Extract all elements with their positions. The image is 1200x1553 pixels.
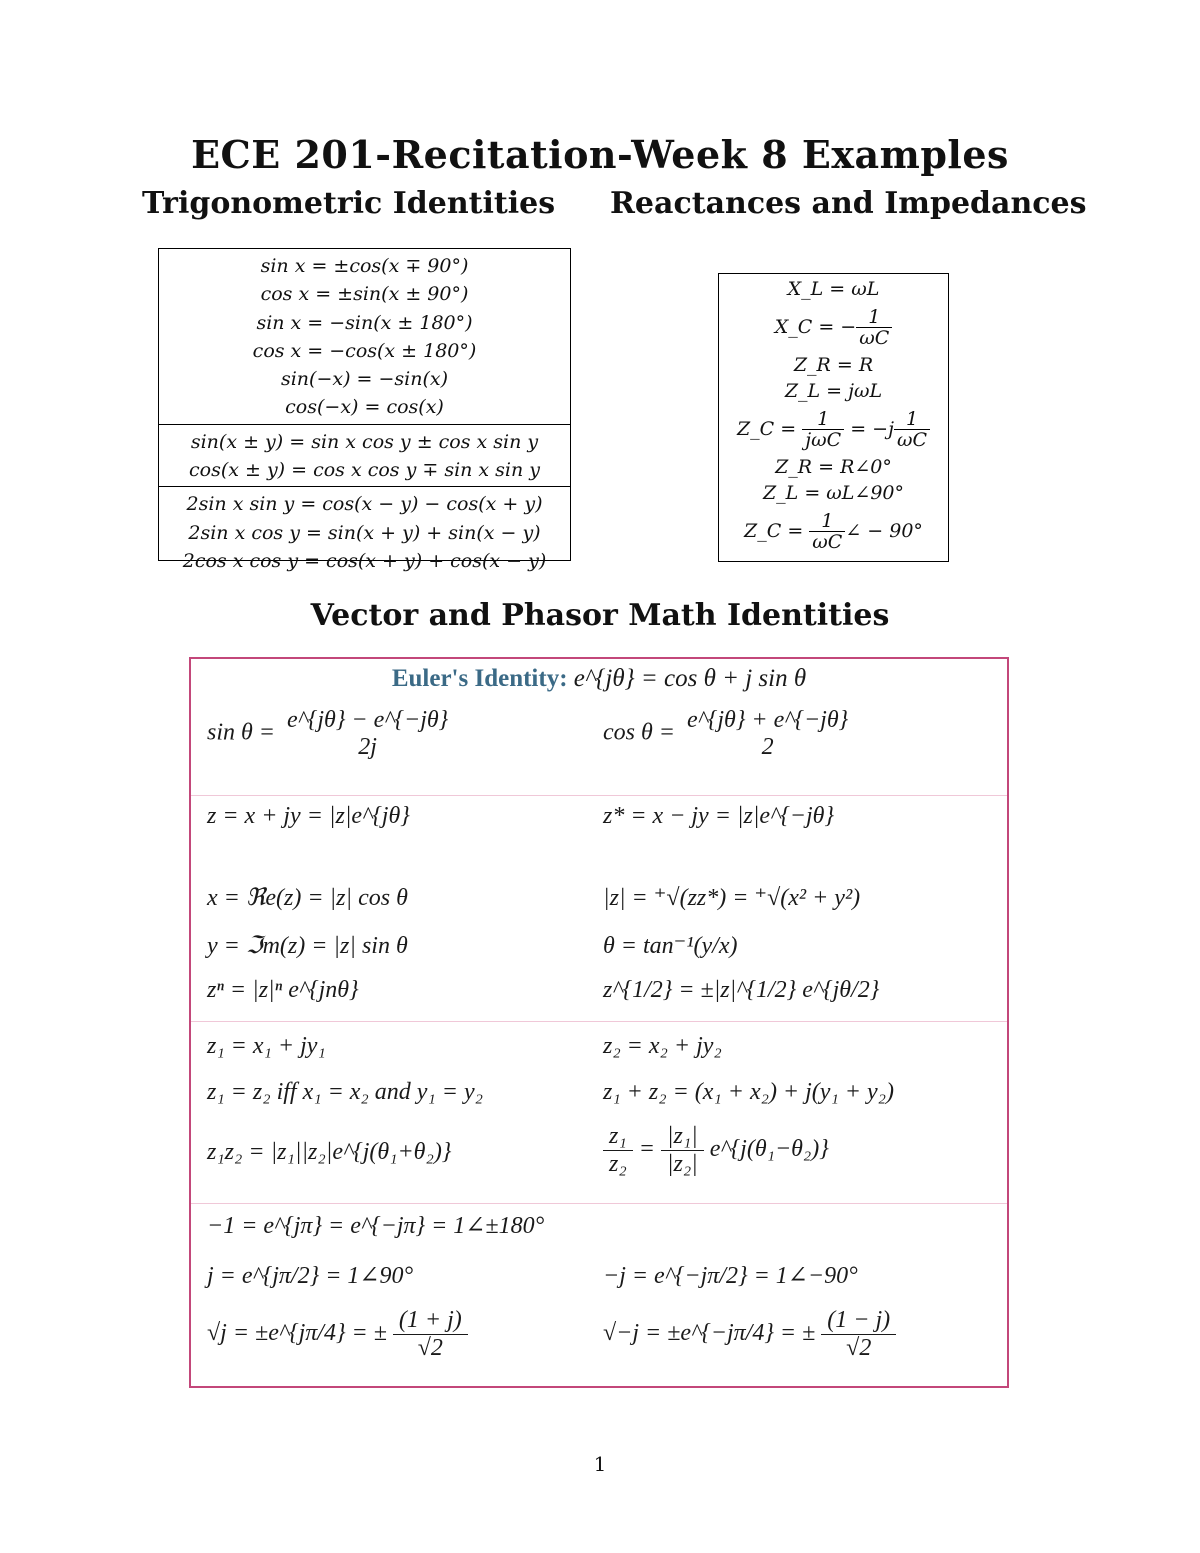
complex-section (191, 795, 1007, 1022)
zc-den2: ωC (896, 428, 928, 451)
sin-fraction (281, 707, 454, 761)
sin-euler (207, 707, 454, 761)
z-sqrt: z^{1/2} = ±|z|^{1/2} e^{jθ/2} (603, 977, 880, 1003)
zc-polar-num: 1 (809, 511, 845, 532)
sqrtj-fraction (393, 1307, 468, 1362)
zdiv-num: z₁ (603, 1123, 633, 1151)
z-definition: z = x + jy = |z|e^{jθ} (207, 803, 410, 829)
z-sum: z₁ + z₂ = (x₁ + x₂) + j(y₁ + y₂) (603, 1079, 894, 1105)
phasor-identities-table (189, 657, 1009, 1388)
trig-eq: sin x = −sin(x ± 180°) (256, 311, 473, 334)
zdiv-den: z₂ (609, 1151, 627, 1177)
trig-group-sums (159, 425, 570, 488)
sqrtmj-den: √2 (846, 1335, 872, 1361)
euler-section (191, 659, 1007, 796)
zc-polar-rhs: ∠ − 90° (845, 520, 923, 542)
zc-num2: 1 (894, 409, 930, 430)
zr-polar-eq: Z_R = R∠0° (775, 456, 892, 478)
sin-den: 2j (358, 734, 377, 760)
zc-fraction-1 (802, 409, 844, 450)
euler-identity (191, 665, 1007, 693)
trig-eq: sin x = ±cos(x ∓ 90°) (260, 255, 469, 277)
z-magnitude: |z| = ⁺√(zz*) = ⁺√(x² + y²) (603, 885, 861, 911)
xc-den: ωC (859, 326, 890, 349)
trig-eq: 2cos x cos y = cos(x + y) + cos(x − y) (182, 549, 547, 572)
sqrtj-den: √2 (417, 1335, 443, 1361)
trig-eq: cos(x ± y) = cos x cos y ∓ sin x sin y (188, 459, 541, 482)
zc-polar-eq (719, 506, 948, 556)
vector-heading: Vector and Phasor Math Identities (310, 598, 890, 633)
zl-eq: Z_L = jωL (784, 380, 883, 402)
reactance-table (718, 273, 949, 562)
y-imag-part: y = ℑm(z) = |z| sin θ (207, 933, 408, 959)
zl-polar-eq: Z_L = ωL∠90° (762, 482, 905, 504)
sqrtj-lhs: √j = ±e^{jπ/4} = ± (207, 1320, 387, 1347)
z2-definition: z₂ = x₂ + jy₂ (603, 1033, 722, 1059)
xc-fraction (856, 307, 892, 348)
xc-num: 1 (856, 307, 892, 328)
zdiv-fraction-2 (661, 1123, 704, 1178)
trig-heading: Trigonometric Identities (142, 186, 556, 221)
x-real-part: x = ℜe(z) = |z| cos θ (207, 885, 408, 911)
j-polar: j = e^{jπ/2} = 1∠90° (207, 1263, 414, 1289)
zc-polar-den: ωC (812, 530, 843, 553)
zc-polar-fraction (809, 511, 845, 552)
reactance-heading: Reactances and Impedances (610, 186, 1087, 221)
zc-polar-lhs: Z_C = (744, 520, 804, 542)
trig-eq: cos(−x) = cos(x) (285, 396, 444, 419)
zconj-definition: z* = x − jy = |z|e^{−jθ} (603, 803, 835, 829)
sin-num: e^{jθ} − e^{−jθ} (287, 707, 449, 733)
zc-fraction-2 (894, 409, 930, 450)
sqrtmj-fraction (821, 1307, 896, 1362)
page-title: ECE 201-Recitation-Week 8 Examples (191, 132, 1009, 177)
cos-fraction (681, 707, 854, 761)
z-power: zⁿ = |z|ⁿ e^{jnθ} (207, 977, 359, 1003)
two-numbers-section (191, 1021, 1007, 1204)
z1-definition: z₁ = x₁ + jy₁ (207, 1033, 326, 1059)
zc-lhs: Z_C = (736, 418, 797, 440)
zc-num1: 1 (802, 409, 844, 430)
zdiv-exp: e^{j(θ₁−θ₂)} (709, 1136, 829, 1163)
minus-one: −1 = e^{jπ} = e^{−jπ} = 1∠±180° (207, 1213, 545, 1239)
xc-eq (719, 302, 948, 352)
sqrt-minus-j (603, 1307, 896, 1362)
euler-equation: e^{jθ} = cos θ + j sin θ (573, 665, 807, 692)
euler-label: Euler's Identity: (391, 665, 568, 692)
zdiv-num2: |z₁| (661, 1123, 704, 1151)
xc-lhs: X_C = − (774, 316, 857, 338)
zdiv-den2: |z₂| (666, 1151, 698, 1177)
xl-eq: X_L = ωL (787, 278, 880, 300)
special-values-section (191, 1203, 1007, 1386)
trig-eq: cos x = −cos(x ± 180°) (252, 339, 477, 362)
zc-den1: jωC (805, 428, 842, 451)
sqrtmj-num: (1 − j) (821, 1307, 896, 1335)
sqrtmj-lhs: √−j = ±e^{−jπ/4} = ± (603, 1320, 816, 1347)
zc-eq (719, 404, 948, 454)
trig-group-shifts (159, 249, 570, 425)
zc-mid: = −j (850, 418, 894, 440)
sqrt-j (207, 1307, 468, 1362)
z-product: z₁z₂ = |z₁||z₂|e^{j(θ₁+θ₂)} (207, 1139, 452, 1165)
cos-euler (603, 707, 854, 761)
sin-lhs: sin θ = (207, 719, 275, 746)
trig-eq: sin(−x) = −sin(x) (280, 368, 449, 391)
z-equality: z₁ = z₂ iff x₁ = x₂ and y₁ = y₂ (207, 1079, 483, 1105)
trig-eq: sin(x ± y) = sin x cos y ± cos x sin y (190, 430, 539, 453)
cos-num: e^{jθ} + e^{−jθ} (686, 707, 849, 733)
minus-j-polar: −j = e^{−jπ/2} = 1∠−90° (603, 1263, 858, 1289)
trig-identities-table (158, 248, 571, 572)
zr-eq: Z_R = R (793, 354, 874, 376)
trig-group-products (159, 487, 570, 577)
cos-den: 2 (761, 734, 774, 760)
sqrtj-num: (1 + j) (393, 1307, 468, 1335)
trig-eq: 2sin x cos y = sin(x + y) + sin(x − y) (188, 521, 541, 544)
zdiv-fraction-1 (603, 1123, 633, 1178)
page-number: 1 (593, 1452, 607, 1476)
trig-eq: cos x = ±sin(x ± 90°) (260, 283, 469, 306)
z-division: $\frac{\text{z₁}}{\text{z₂}}$ = $\frac{\text{|z₁|}}{\text{|z₂|}}$ e^{j(θ₁−θ₂)} (603, 1123, 829, 1178)
theta-angle: θ = tan⁻¹(y/x) (603, 933, 738, 959)
cos-lhs: cos θ = (603, 719, 675, 746)
trig-eq: 2sin x sin y = cos(x − y) − cos(x + y) (186, 493, 543, 516)
